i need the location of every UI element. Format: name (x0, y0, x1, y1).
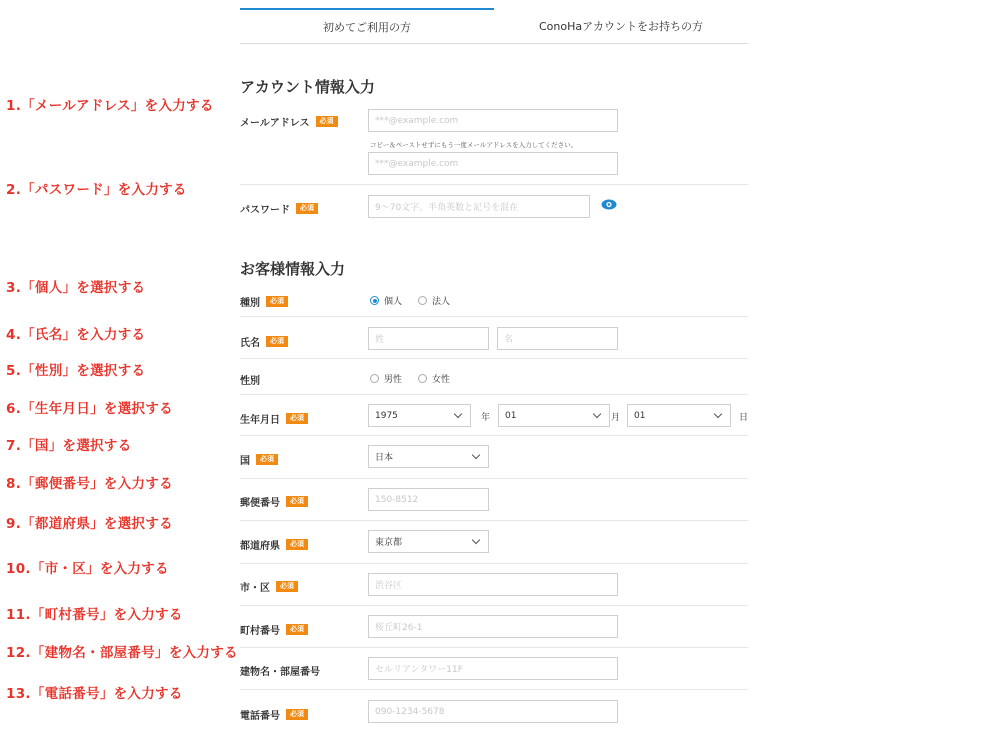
divider (240, 689, 748, 690)
required-badge: 必須 (286, 413, 308, 424)
divider (240, 520, 748, 521)
prefecture-label (240, 537, 308, 552)
annotation-2: 2.「パスワード」を入力する (6, 182, 187, 198)
birth-month-select[interactable] (498, 404, 610, 427)
name-label-text: 氏名 (240, 338, 260, 349)
country-label (240, 452, 278, 467)
day-unit: 日 (739, 413, 749, 423)
email-confirm-hint: コピー＆ペーストせずにもう一度メールアドレスを入力してください。 (370, 141, 578, 149)
month-unit: 月 (611, 413, 621, 423)
radio-corporation[interactable] (418, 294, 450, 307)
annotation-7: 7.「国」を選択する (6, 438, 132, 454)
annotation-3: 3.「個人」を選択する (6, 280, 146, 296)
radio-male-dot[interactable] (370, 374, 379, 383)
town-label (240, 622, 308, 637)
name-label (240, 334, 288, 349)
gender-label (240, 372, 260, 387)
annotation-1: 1.「メールアドレス」を入力する (6, 98, 214, 114)
radio-male-label: 男性 (384, 375, 403, 385)
birth-day-select[interactable] (627, 404, 731, 427)
birth-year-value: 1975 (375, 410, 398, 421)
birth-day-value: 01 (634, 410, 646, 421)
radio-individual[interactable] (370, 294, 402, 307)
phone-label (240, 707, 308, 722)
chevron-down-icon (714, 410, 722, 418)
country-value: 日本 (375, 453, 394, 463)
type-label-text: 種別 (240, 298, 260, 309)
gender-label-text: 性別 (240, 376, 260, 387)
annotation-12: 12.「建物名・部屋番号」を入力する (6, 645, 238, 661)
tab-existing-account[interactable]: ConoHaアカウントをお持ちの方 (538, 19, 703, 33)
chevron-down-icon (472, 451, 480, 459)
chevron-down-icon (472, 536, 480, 544)
city-label-text: 市・区 (240, 583, 270, 594)
annotation-6: 6.「生年月日」を選択する (6, 401, 173, 417)
divider (240, 647, 748, 648)
radio-individual-label: 個人 (384, 297, 403, 307)
email-label-text: メールアドレス (240, 118, 310, 129)
prefecture-select[interactable] (368, 530, 489, 553)
email-input[interactable]: ***@example.com (368, 109, 618, 132)
birthdate-label-text: 生年月日 (240, 415, 280, 426)
annotation-11: 11.「町村番号」を入力する (6, 607, 183, 623)
annotation-5: 5.「性別」を選択する (6, 363, 146, 379)
postal-code-input[interactable]: 150-8512 (368, 488, 489, 511)
required-badge: 必須 (286, 709, 308, 720)
required-badge: 必須 (286, 496, 308, 507)
radio-individual-dot[interactable] (370, 296, 379, 305)
building-input[interactable]: セルリアンタワー11F (368, 657, 618, 680)
required-badge: 必須 (286, 539, 308, 550)
radio-female-dot[interactable] (418, 374, 427, 383)
password-label (240, 201, 318, 216)
city-label (240, 579, 298, 594)
building-label (240, 663, 320, 678)
country-label-text: 国 (240, 456, 250, 467)
birthdate-label (240, 411, 308, 426)
radio-male[interactable] (370, 372, 402, 385)
annotation-13: 13.「電話番号」を入力する (6, 686, 183, 702)
type-radio-group (370, 294, 450, 307)
required-badge: 必須 (266, 336, 288, 347)
city-input[interactable]: 渋谷区 (368, 573, 618, 596)
divider (240, 394, 748, 395)
email-confirm-input[interactable]: ***@example.com (368, 152, 618, 175)
phone-label-text: 電話番号 (240, 711, 280, 722)
email-label (240, 114, 338, 129)
town-label-text: 町村番号 (240, 626, 280, 637)
birth-year-select[interactable] (368, 404, 471, 427)
divider (240, 316, 748, 317)
password-input[interactable]: 9～70文字、半角英数と記号を混在 (368, 195, 590, 218)
annotation-10: 10.「市・区」を入力する (6, 561, 169, 577)
prefecture-value: 東京都 (375, 538, 403, 548)
radio-corporation-label: 法人 (432, 297, 451, 307)
birth-month-value: 01 (505, 410, 517, 421)
signup-tabs (240, 8, 748, 44)
divider (240, 605, 748, 606)
annotation-4: 4.「氏名」を入力する (6, 327, 146, 343)
postal-label-text: 郵便番号 (240, 498, 280, 509)
type-label (240, 294, 288, 309)
building-label-text: 建物名・部屋番号 (240, 667, 320, 678)
radio-female[interactable] (418, 372, 450, 385)
last-name-input[interactable]: 姓 (368, 327, 489, 350)
divider (240, 184, 748, 185)
first-name-input[interactable]: 名 (497, 327, 618, 350)
postal-label (240, 494, 308, 509)
radio-corporation-dot[interactable] (418, 296, 427, 305)
town-address-input[interactable]: 桜丘町26-1 (368, 615, 618, 638)
tab-first-time[interactable]: 初めてご利用の方 (240, 8, 494, 43)
divider (240, 478, 748, 479)
password-label-text: パスワード (240, 205, 290, 216)
divider (240, 358, 748, 359)
required-badge: 必須 (296, 203, 318, 214)
required-badge: 必須 (316, 116, 338, 127)
required-badge: 必須 (256, 454, 278, 465)
section-title-customer: お客様情報入力 (240, 260, 346, 278)
divider (240, 435, 748, 436)
prefecture-label-text: 都道府県 (240, 541, 280, 552)
year-unit: 年 (481, 413, 491, 423)
divider (240, 563, 748, 564)
chevron-down-icon (454, 410, 462, 418)
radio-female-label: 女性 (432, 375, 451, 385)
section-title-account: アカウント情報入力 (240, 78, 375, 96)
annotation-9: 9.「都道府県」を選択する (6, 516, 173, 532)
required-badge: 必須 (286, 624, 308, 635)
country-select[interactable] (368, 445, 489, 468)
chevron-down-icon (593, 410, 601, 418)
required-badge: 必須 (276, 581, 298, 592)
gender-radio-group (370, 372, 450, 385)
eye-icon[interactable] (601, 199, 617, 210)
phone-input[interactable]: 090-1234-5678 (368, 700, 618, 723)
annotation-8: 8.「郵便番号」を入力する (6, 476, 173, 492)
required-badge: 必須 (266, 296, 288, 307)
